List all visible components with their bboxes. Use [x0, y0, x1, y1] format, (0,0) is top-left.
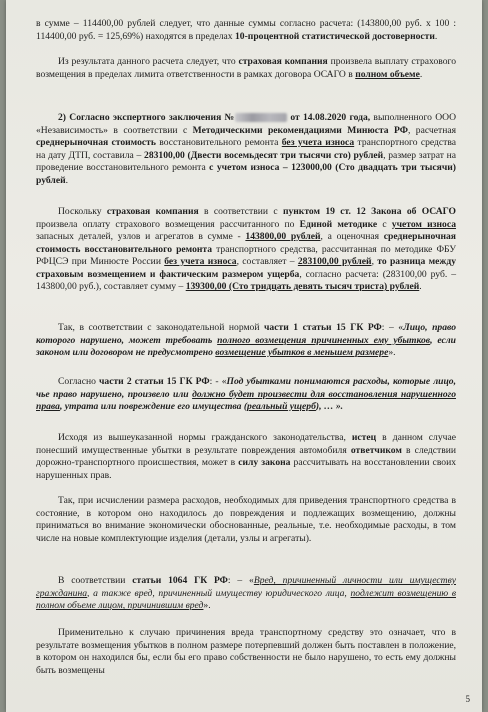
p3-expert-opinion: 2) Согласно экспертного заключения № [58, 112, 236, 123]
p3-market-value: среднерыночная стоимость [36, 137, 156, 148]
p3-amount-2: с учетом износа – 123000,00 (Сто двадцать три тысячи) рублей [36, 162, 457, 186]
p2-end: . [419, 68, 423, 80]
p4-without-wear: без учета износа [164, 256, 237, 267]
p3-date: от 14.08.2020 года, [287, 112, 371, 123]
p3-methodology: Методическими рекомендациями Минюста РФ [192, 124, 408, 136]
p6-text-1: Согласно [58, 376, 99, 387]
p6-quote-2: , утрата или повреждение его имущества ( [59, 401, 248, 412]
p4-amount-1: 143800,00 рублей [245, 231, 321, 242]
paragraph-5 [36, 322, 456, 360]
p4-text-7: транспортного средства, рассчитанная по методике ФБУ РФЦСЭ при Минюсте России [36, 243, 456, 267]
p2-text: Из результата данного расчета следует, что [58, 56, 239, 67]
paragraph-2 [36, 56, 456, 81]
p9-text-2: : – « [227, 575, 254, 586]
p4-amount-2: 283100,00 рублей [297, 256, 372, 267]
paragraph-4 [36, 206, 456, 294]
page-number: 5 [465, 694, 470, 704]
p4-text-2: в соответствии с [198, 206, 283, 217]
p6-quote-3: ), … ». [315, 401, 344, 412]
p3-text-5: , размер затрат на проведение восстановительного ремонта [36, 149, 457, 173]
p4-unified-method: Единой методике [299, 218, 378, 230]
p9-text-1: В соответствии [58, 575, 133, 586]
paragraph-9 [36, 575, 456, 613]
p4-text-8: , составляет – [236, 256, 298, 267]
p4-text-3: произвела оплату страхового возмещения рассчитанного по [36, 218, 300, 230]
p9-quote-1: Вред, причиненный личности или имуществу гражданина [36, 575, 456, 599]
p5-quote-1: Лицо, право которого нарушено, может требовать [36, 322, 456, 346]
p5-article: части 1 статьи 15 ГК РФ [264, 322, 382, 333]
p10-text: Применительно к случаю причинения вреда транспортному средству это означает, что в результате возмещения убытков в полном размере потерпевший должен быть поставлен в положение, в котором он находился бы, если бы его право собственности не было нарушено, то есть ему должны быть возмещены [36, 627, 456, 676]
p9-article: статьи 1064 ГК РФ [132, 575, 228, 586]
p2-full-amount: полном объеме [355, 68, 420, 80]
p4-text-9: , [371, 256, 378, 267]
p7-defendant: ответчиком [350, 444, 402, 456]
p9-quote-3: подлежит возмещению в полном объеме лицом, причинившим вред [36, 587, 456, 611]
p7-end: рассчитывать на восстановлении своих нарушенных прав. [36, 457, 457, 481]
p6-article: части 2 статьи 15 ГК РФ [99, 376, 210, 387]
p3-text-3: восстановительного ремонта [155, 137, 282, 148]
p4-text-10: , согласно расчета: (283100,00 руб. – 143800,00 руб.), составляет сумму – [36, 268, 456, 292]
paragraph-1 [36, 18, 456, 43]
p3-end: . [65, 174, 69, 186]
p5-quote-less: возмещение убытков в меньшем размере [215, 347, 389, 358]
p4-market-cost: среднерыночная стоимость восстановительного ремонта [36, 231, 456, 255]
p1-end: . [434, 30, 438, 42]
p1-text: в сумме – 114400,00 рублей следует, что данные суммы согласно расчета: (143800,00 руб. х 100 : 114400,00 руб. = 125,69%) находятся в пределах [36, 18, 456, 42]
p3-text-4: транспортного средства на дату ДТП, составила – [36, 137, 456, 161]
p3-without-wear: без учета износа [281, 137, 355, 148]
p5-quote-2: , если законом или договором не предусмотрено [36, 334, 457, 358]
p5-end: ». [388, 347, 396, 358]
p7-plaintiff: истец [351, 432, 377, 443]
p8-text: Так, при исчислении размера расходов, необходимых для приведения транспортного средства в состояние, в котором оно находилось до повреждения и подлежащих возмещению, должны приниматься во внимание экономически обоснованные, реальные, т.е. необходимые расходы, в том числе на новые комплектующие изделия (детали, узлы и агрегаты). [36, 495, 456, 544]
paragraph-10 [36, 627, 456, 677]
p3-text-1: выполненного ООО «Независимость» в соответствии с [36, 112, 456, 136]
paragraph-7 [36, 432, 456, 482]
p4-text-6: , а оценочная [320, 231, 384, 242]
p7-text-3: в следствии дорожно-транспортного происшествия, может в [36, 444, 456, 468]
p7-text-2: в данном случае понесший имущественные убытки в результате повреждения автомобиля [36, 432, 456, 456]
p3-amount-1: 283100,00 (Двести восемьдесят три тысячи сто) рублей [144, 149, 384, 161]
paragraph-8 [36, 495, 456, 545]
p5-quote-full: полного возмещения причиненных ему убытков [217, 334, 431, 346]
p4-law-ref: пунктом 19 ст. 12 Закона об ОСАГО [282, 206, 457, 217]
p4-with-wear: учетом износа [391, 218, 457, 230]
p6-quote-1: Под убытками понимаются расходы, которые лицо, чье право нарушено, произвело или [36, 376, 456, 400]
p9-end: ». [203, 600, 211, 611]
p4-text-1: Поскольку [58, 206, 107, 217]
p4-insurer: страховая компания [106, 206, 199, 217]
p4-amount-3: 139300,00 (Сто тридцать девять тысяч триста) рублей [185, 281, 420, 292]
p3-text-2: , расчетная [407, 124, 457, 136]
p5-text-1: Так, в соответствии с законодательной нормой [58, 322, 265, 333]
p7-by-law: силу закона [238, 457, 291, 468]
paragraph-3 [36, 112, 456, 187]
p4-text-5: запасных деталей, узлов и агрегатов в сумме - [36, 231, 246, 242]
document-page [6, 0, 482, 712]
p7-text-1: Исходя из вышеуказанной нормы гражданского законодательства, [58, 432, 352, 443]
p5-text-2: : – « [381, 322, 404, 333]
p2-text-2: произвела выплату страхового возмещения в пределах лимита ответственности в рамках договора ОСАГО в [36, 56, 456, 80]
p6-real-damage: реальный ущерб [247, 401, 316, 412]
p6-text-2: : - « [209, 376, 227, 387]
p6-quote-must: должно будет произвести для восстановления нарушенного права [36, 388, 456, 412]
paragraph-6 [36, 376, 456, 414]
p2-insurer: страховая компания [238, 56, 328, 67]
p4-difference: то разница между страховым возмещением и фактическим размером ущерба [36, 256, 457, 280]
redacted-number [235, 113, 287, 122]
p9-quote-2: , а также вред, причиненный имуществу юридического лица, [87, 587, 351, 599]
p1-bold: 10-процентной статистической достоверности [235, 30, 435, 42]
p4-text-4: с [377, 218, 392, 230]
p4-end: . [419, 281, 422, 292]
